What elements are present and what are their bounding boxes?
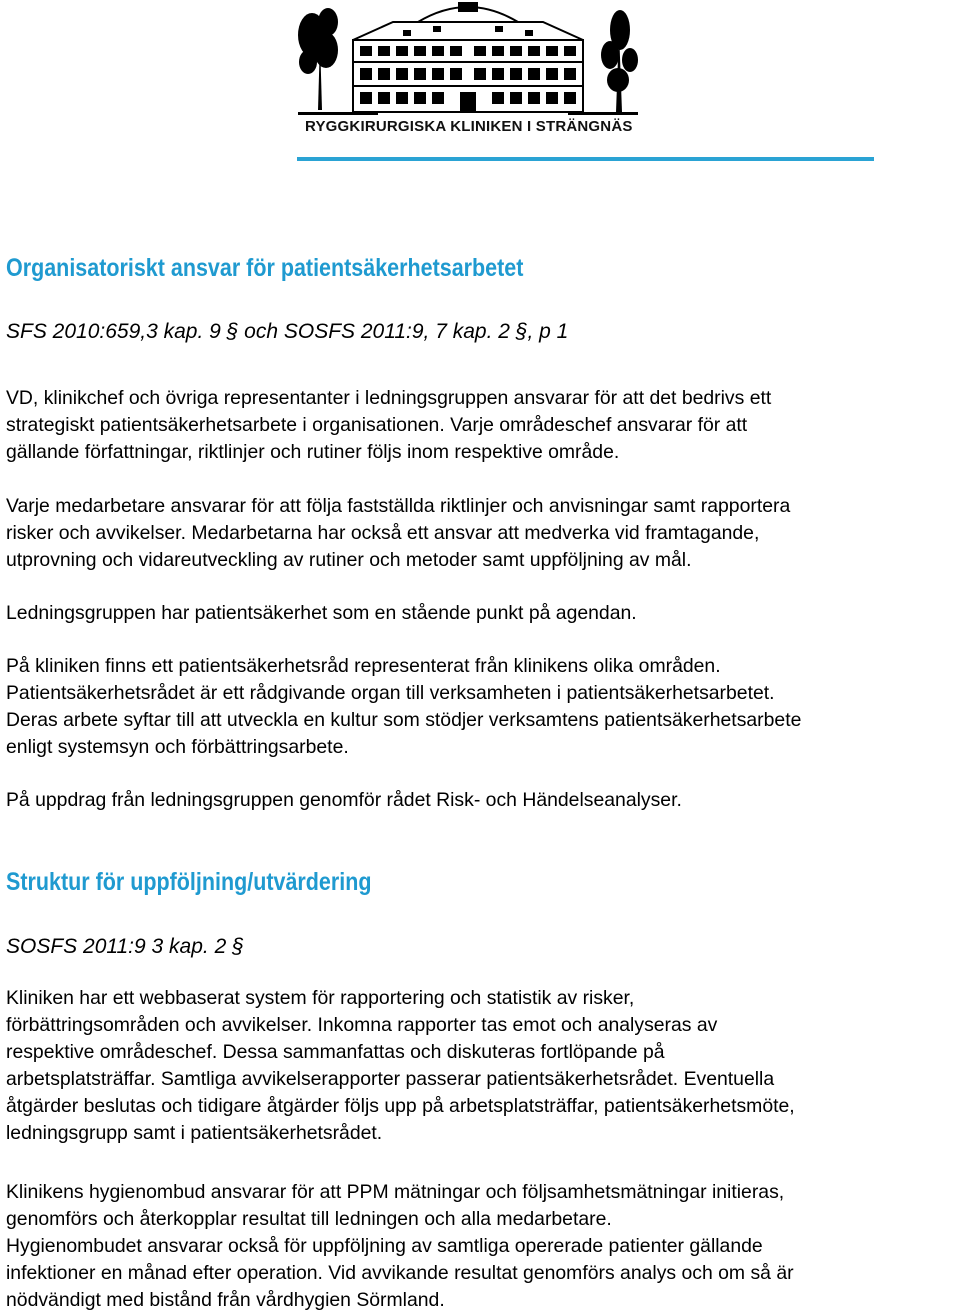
paragraph: [6, 1179, 956, 1314]
header-divider: [297, 157, 874, 161]
text-line: Patientsäkerhetsrådet är ett rådgivande organ till verksamheten i patientsäkerhetsarbetet.: [6, 682, 775, 704]
text-line: nödvändigt med bistånd från vårdhygien Sörmland.: [6, 1289, 445, 1311]
text-line: åtgärder beslutas och tidigare åtgärder följs upp på arbetsplatsträffar, patientsäkerhetsmöte,: [6, 1095, 795, 1117]
paragraph: [6, 493, 956, 574]
text-line: gällande författningar, riktlinjer och rutiner följs inom respektive område.: [6, 441, 620, 463]
section-heading-organisational-responsibility: Organisatoriskt ansvar för patientsäkerhetsarbetet: [6, 254, 524, 282]
section-reference: SOSFS 2011:9 3 kap. 2 §: [6, 935, 244, 958]
text-line: På uppdrag från ledningsgruppen genomför rådet Risk- och Händelseanalyser.: [6, 789, 682, 811]
text-line: Varje medarbetare ansvarar för att följa fastställda riktlinjer och anvisningar samt rapportera: [6, 495, 791, 517]
text-line: infektioner en månad efter operation. Vid avvikande resultat genomförs analys och om så är: [6, 1262, 794, 1284]
paragraph: [6, 787, 956, 814]
paragraph: [6, 600, 956, 627]
text-line: risker och avvikelser. Medarbetarna har också ett ansvar att medverka vid framtagande,: [6, 522, 760, 544]
paragraph: [6, 985, 956, 1147]
section-reference: SFS 2010:659,3 kap. 9 § och SOSFS 2011:9, 7 kap. 2 §, p 1: [6, 320, 569, 343]
text-line: förbättringsområden och avvikelser. Inkomna rapporter tas emot och analyseras av: [6, 1014, 718, 1036]
text-line: respektive områdeschef. Dessa sammanfattas och diskuteras fortlöpande på: [6, 1041, 665, 1063]
paragraph: [6, 385, 956, 466]
text-line: ledningsgrupp samt i patientsäkerhetsrådet.: [6, 1122, 383, 1144]
document-header: [0, 0, 960, 170]
text-line: På kliniken finns ett patientsäkerhetsråd representerat från klinikens olika områden.: [6, 655, 721, 677]
text-line: genomförs och återkopplar resultat till ledningen och alla medarbetare.: [6, 1208, 612, 1230]
text-line: enligt systemsyn och förbättringsarbete.: [6, 736, 349, 758]
text-line: Ledningsgruppen har patientsäkerhet som en stående punkt på agendan.: [6, 602, 637, 624]
clinic-building-logo: [298, 0, 638, 118]
clinic-logo-text: RYGGKIRURGISKA KLINIKEN I STRÄNGNÄS: [305, 118, 633, 135]
text-line: VD, klinikchef och övriga representanter i ledningsgruppen ansvarar för att det bedrivs ett: [6, 387, 772, 409]
text-line: Deras arbete syftar till att utveckla en kultur som stödjer verksamtens patientsäkerhetsarbete: [6, 709, 802, 731]
text-line: utprovning och vidareutveckling av rutiner och metoder samt uppföljning av mål.: [6, 549, 692, 571]
text-line: strategiskt patientsäkerhetsarbete i organisationen. Varje områdeschef ansvarar för att: [6, 414, 748, 436]
text-line: Hygienombudet ansvarar också för uppföljning av samtliga opererade patienter gällande: [6, 1235, 763, 1257]
paragraph: [6, 653, 956, 761]
text-line: Klinikens hygienombud ansvarar för att PPM mätningar och följsamhetsmätningar initieras,: [6, 1181, 785, 1203]
text-line: arbetsplatsträffar. Samtliga avvikelserapporter passerar patientsäkerhetsrådet. Eventuella: [6, 1068, 775, 1090]
section-heading-follow-up-structure: Struktur för uppföljning/utvärdering: [6, 868, 372, 896]
text-line: Kliniken har ett webbaserat system för rapportering och statistik av risker,: [6, 987, 635, 1009]
